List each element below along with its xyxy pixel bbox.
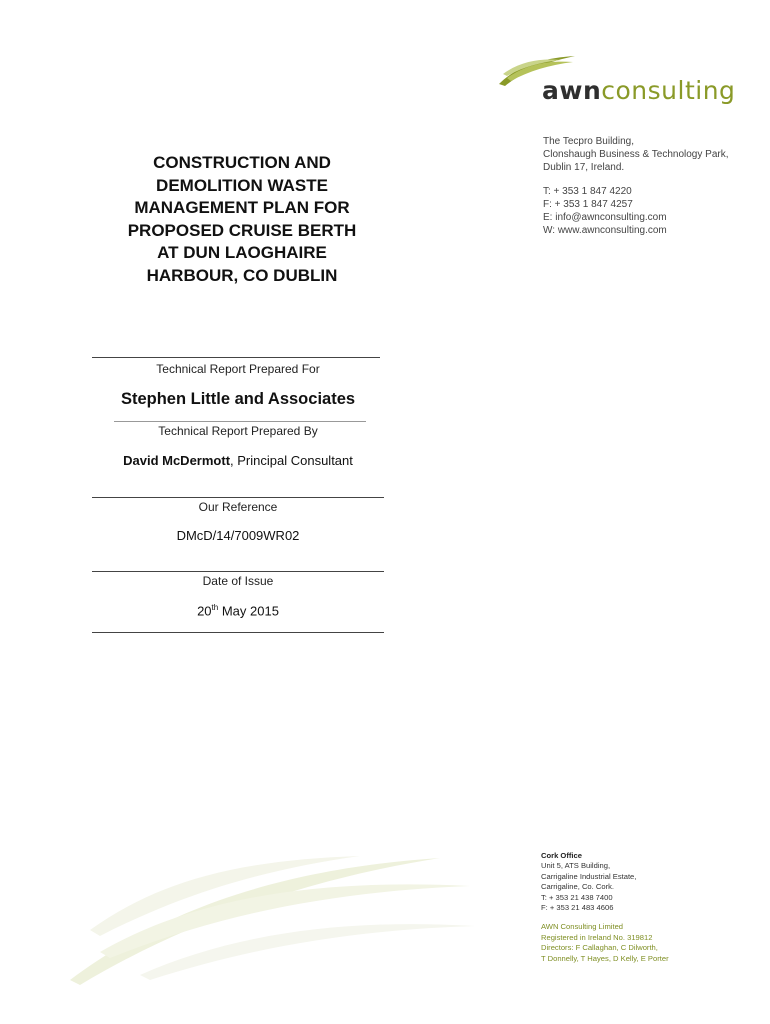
prepared-by-label: Technical Report Prepared By [158,424,318,438]
date-day: 20 [197,603,212,619]
date-rest: May 2015 [218,603,279,619]
author-role: , Principal Consultant [230,453,353,468]
cork-line: Unit 5, ATS Building, [541,861,611,871]
title-line: HARBOUR, CO DUBLIN [146,265,338,285]
address-line: Clonshaugh Business & Technology Park, [543,148,729,160]
title-line: DEMOLITION WASTE [156,175,328,195]
cork-fax: F: + 353 21 483 4606 [541,903,614,913]
divider [92,497,384,498]
logo-consulting: consulting [601,76,736,105]
title-line: AT DUN LAOGHAIRE [157,243,327,262]
date-suffix: th [211,603,219,612]
address-fax: F: + 353 1 847 4257 [543,199,633,211]
title-line: PROPOSED CRUISE BERTH [127,220,357,240]
client-name: Stephen Little and Associates [120,390,356,408]
address-line: The Tecpro Building, [543,136,634,147]
cork-heading: Cork Office [541,851,582,860]
company-registration: Registered in Ireland No. 319812 [541,932,653,942]
logo-wordmark [542,76,735,105]
report-title [92,152,392,287]
divider [92,571,384,572]
directors-line: T Donnelly, T Hayes, D Kelly, E Porter [541,953,669,963]
company-name: AWN Consulting Limited [541,922,624,932]
cork-tel: T: + 353 21 438 7400 [541,892,613,902]
issue-date [92,603,384,618]
cork-office-block [541,851,669,964]
cork-line: Carrigaline Industrial Estate, [541,871,637,881]
address-web: W: www.awnconsulting.com [543,224,667,236]
reference-label: Our Reference [198,500,278,514]
author-line [92,453,384,468]
title-line: CONSTRUCTION AND [153,153,331,172]
prepared-for-label: Technical Report Prepared For [156,362,320,376]
address-email: E: info@awnconsulting.com [543,211,667,223]
divider [92,632,384,633]
reference-number: DMcD/14/7009WR02 [176,528,300,543]
title-line: MANAGEMENT PLAN FOR [134,198,350,217]
address-tel: T: + 353 1 847 4220 [543,186,632,198]
logo-awn: awn [542,76,602,105]
dublin-address-block [543,136,728,238]
awn-consulting-logo [497,52,736,114]
divider [92,357,380,358]
directors-line: Directors: F Callaghan, C Dilworth, [541,943,658,953]
address-line: Dublin 17, Ireland. [543,161,625,173]
divider [114,421,366,422]
author-name: David McDermott [123,453,231,468]
decorative-swoosh-icon [60,840,480,990]
cork-line: Carrigaline, Co. Cork. [541,882,615,892]
date-label: Date of Issue [202,574,274,588]
